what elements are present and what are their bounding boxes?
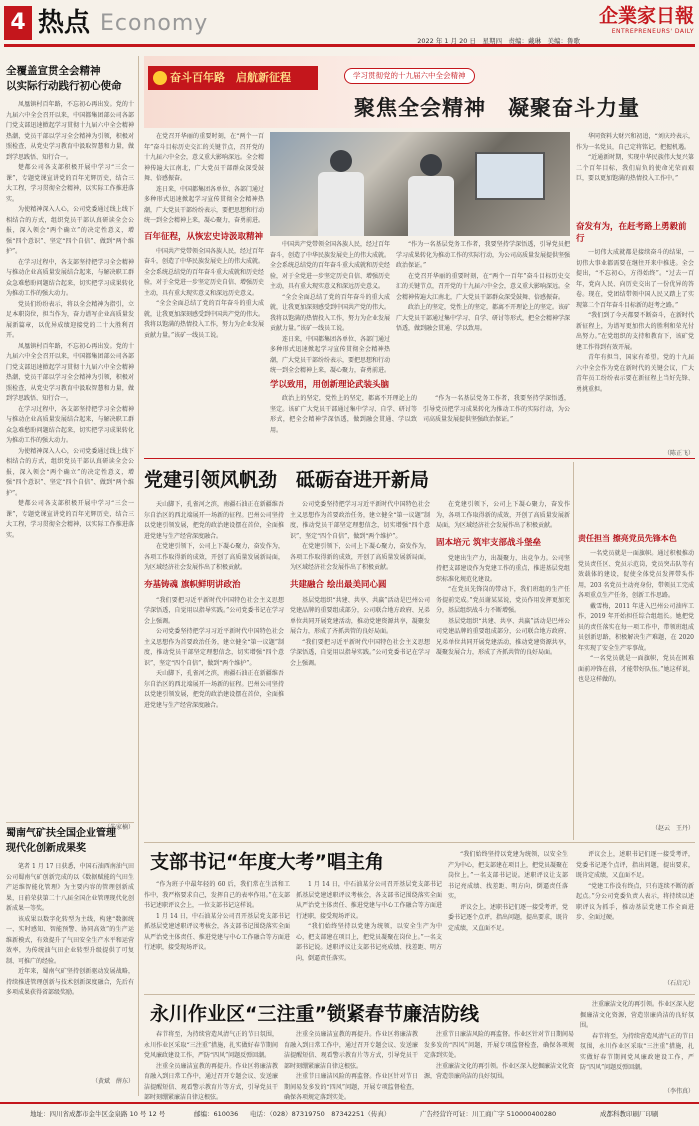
paragraph: 为使精神深入人心，公司党委通过线上线下相结合的方式，组织党员干部认真研读全会公报，深入领会“两个确立”的决定性意义，增强“四个意识”、坚定“四个自信”、做到“两个维护”。 [6, 206, 134, 255]
paragraph: 中国共产党带领全国各族人民，经过百年奋斗，创造了中华民族发展史上的伟大成就。全会系统总结党的百年奋斗重大成就和历史经验，对于全党进一步坚定历史自信、增强历史主动，具有重大现实意义和深远历史意义。 [144, 247, 265, 297]
paragraph: 华同资料大财兴和初追，“刘庆玲表示，作为一名党员，自己定将铭记，把握机遇。 [576, 133, 694, 151]
main-side-column [576, 132, 694, 457]
column-divider [138, 56, 139, 1096]
right-article-title: 责任担当 擦亮党员先锋本色 [578, 534, 677, 543]
page-number: 4 [10, 10, 26, 35]
left-article-title-line2: 以实际行动践行初心使命 [6, 80, 122, 92]
right-article [578, 532, 694, 838]
paragraph: 一名党员就是一面旗帜。通过积极推动党员责任区、党员示范岗，党员突击队等有效载体的建设，促使全体党员发挥带头作用，203 名党员主动亮身份，带领员工完成各项重点生产任务，创新工作思路。 [578, 550, 694, 599]
paragraph: 天山脚下，孔雀河之滨，南疆石油正在新疆维吾尔自治区的西北端展开一场新的征程。巴州公司坚持以党建引领发展，把党的政治建设摆在首位，全面推进党建与生产经营深度融合。 [144, 670, 284, 709]
section-divider [144, 458, 695, 459]
paragraph: “党建工作没有终点，只有连续不断的新起点。”分公司党委负责人表示，将持续以述职评议为抓手，推动基层党建工作全面进步、全面过硬。 [576, 882, 694, 921]
section-subtitle: Economy [100, 11, 209, 36]
article-c-col1 [144, 880, 290, 990]
paragraph: “我们要把习近平新时代中国特色社会主义思想学深悟透，自觉用以指导实践。”公司党委书记在学习会上强调。 [144, 596, 284, 625]
paragraph: 在党召开华丽的重要时刻，在“两个一百年”奋斗目标历史交汇的关键节点，召开党的十九届六中全会，意义重大影响深远。全会精神传遍大江南北，广大党员干部群众深受鼓舞、倍感振奋。 [144, 133, 265, 182]
left-article-2-title-line2: 现代化创新成果奖 [6, 843, 86, 854]
article-c-author: （石启元） [663, 980, 694, 987]
column-divider [573, 462, 574, 840]
paragraph: 春节将至，为持续营造风清气正的节日氛围，永川作业区采取“三注重”措施，扎实做好春节期间党风廉政建设工作，严防“四风”问题反弹回潮。 [144, 1031, 278, 1059]
main-subhead-2: 学以致用，用创新理论武装头脑 [270, 380, 390, 390]
article-c-col3 [448, 850, 568, 990]
article-b-col1 [144, 500, 284, 836]
paragraph: 党建出生产力，出凝聚力，出竞争力。公司坚持把支部建设作为党建工作的重点，推进基层党组织标准化规范化建设。 [436, 554, 570, 583]
paragraph: “一名党员就是一面旗帜，党员在困难面前冲锋在前，才能带好队伍。”她这样说，也是这样做的。 [578, 655, 694, 683]
photo-screen [475, 152, 545, 200]
footer-ad-license: 广告经营许可证：川工商广字 510000400280 [420, 1110, 557, 1118]
paragraph: 青年有担当，国家有希望。党的十九届六中全会作为党在新时代的关键会议，广大青年员工纷纷表示要在新征程上当好先锋、勇挑重担。 [576, 354, 694, 393]
paragraph: 在党召开华丽的重要时刻，在“两个一百年”奋斗目标历史交汇的关键节点，召开党的十九届六中全会，意义重大影响深远。全会精神传遍大江南北，广大党员干部群众深受鼓舞、倍感振奋。 [396, 272, 571, 301]
paragraph: “我们始终坚持以党建为统领，以安全生产为中心，把支部建在项目上，把党员凝聚在岗位上。”一名支部书记说。述职评议让支部书记亮成绩、找差距、明方向，倒逼责任落实。 [296, 923, 442, 962]
right-article-author: （赵云 王丹） [651, 825, 694, 832]
paragraph: 在学习过程中，各支部坚持把学习全会精神与推动企业高质量发展结合起来，与解决职工群众急难愁盼问题结合起来，切实把学习成果转化为推动工作的强大动力。 [6, 258, 134, 297]
paragraph: 基层党组织“共建、共享、共赢”活动是巴州公司党建品牌的重要组成部分，公司联合地方政府、兄弟单位共同开展党建活动，推动党建资源共享，凝聚发展合力，形成了齐抓共管的良好局面。 [436, 617, 570, 656]
main-side-subhead: 奋发有为，在赶考路上勇毅前行 [576, 222, 687, 244]
paragraph: “作为一名基层党务工作者，我要坚持学深悟透，引导党员把学习成果转化为推动工作的实际行动，为公司高质量发展提供坚强政治保证。” [396, 241, 571, 269]
left-article [6, 64, 134, 874]
paragraph: 注重全员廉洁宣教的再提升。作业区将廉洁教育融入到日常工作中，通过召开专题会议、发送廉洁提醒短信、观看警示教育片等方式，引导党员干部时刻绷紧廉洁自律这根弦。 [144, 1062, 278, 1101]
paragraph: 公司党委坚持把学习习近平新时代中国特色社会主义思想作为首要政治任务，建立健全“第一议题”制度，推动党员干部坚定理想信念，切实增强“四个意识”，坚定“四个自信”，做到“两个维护”。 [144, 628, 284, 667]
article-b-subhead-3: 固本培元 筑牢支部战斗堡垒 [436, 537, 541, 548]
paragraph: 注重节日廉洁风险的再监督。作业区针对节日期间易发多发的“四风”问题，开展专项监督检查，确保各项规定落到实处。 [284, 1073, 418, 1101]
date-line: 2022 年 1 月 20 日 星期四 责编：戴琳 美编：鲁歌 [417, 37, 580, 45]
paragraph: 政治上的坚定，党性上的坚定，都离不开理论上的坚定。该矿广大党员干部通过集中学习、自学、研讨等形式，把全会精神学深悟透，做到融会贯通、学以致用。 [270, 395, 417, 434]
main-side-author: （陈正飞） [663, 450, 694, 457]
footer-printer: 成都科教印刷厂印刷 [600, 1110, 659, 1118]
section-divider [144, 842, 695, 843]
article-d-col2 [284, 1030, 418, 1101]
paragraph: “作为一名基层党务工作者，我要坚持学深悟透，引导党员把学习成果转化为推动工作的实际行动，为公司高质量发展提供坚强政治保证。” [423, 395, 570, 423]
article-c-col4 [576, 850, 694, 990]
banner-slogan-text: 奋斗百年路 启航新征程 [170, 71, 291, 84]
main-article-col2b-body [270, 394, 570, 452]
banner-headline: 聚焦全会精神 凝聚奋斗力量 [354, 96, 640, 120]
left-article-2-body [6, 862, 134, 1076]
footer-address: 地址：四川省成都市金牛区金泉路 10 号 12 号 [30, 1110, 166, 1118]
paragraph: “我们始终坚持以党建为统领，以安全生产为中心，把支部建在项目上，把党员凝聚在岗位上。”一名支部书记说。述职评议让支部书记亮成绩、找差距、明方向，倒逼责任落实。 [448, 851, 569, 900]
left-article-body [6, 100, 134, 820]
paragraph: 凤凰镇村百年路，不忘初心再出发。党的十九届六中全会召开以来，中国都集团部公司各部门党支部迅速掀起学习贯彻十九届六中全会精神热潮，党员干部以学习全会精神为引领，积极对照检查，从党史学习教育中汲取智慧和力量，做到学思践悟、知行合一。 [6, 342, 134, 402]
news-photo [270, 132, 570, 236]
left-article-title-line1: 全覆盖宣贯全会精神 [6, 65, 101, 77]
banner-slogan [148, 66, 318, 90]
footer-phone: 电话：（028）87319750 87342251（传真） [250, 1110, 391, 1118]
paragraph: 楚都公司各支部积极开展中学习“三会一课”，专题党课宣讲党的百年光辉历史，结合三大工程，学习贯彻全会精神，以实际工作推进落实。 [6, 500, 134, 539]
page-footer [0, 1102, 699, 1126]
main-side-body-1 [576, 132, 694, 218]
paragraph: 公司党委坚持把学习习近平新时代中国特色社会主义思想作为首要政治任务，建立健全“第一议题”制度，推动党员干部坚定理想信念，切实增强“四个意识”，坚定“四个自信”，做到“两个维护”。 [290, 501, 430, 540]
party-emblem-icon [153, 71, 167, 85]
paragraph: 笔者 1 月 17 日获悉，中国石油西南油气田公司蜀南气矿创新完成的以《数据赋能的气田生产运维智能化管理》为主要内容的管理创新成果，日前荣获第二十八届全国企业管理现代化创新成果一等奖。 [6, 863, 134, 912]
left-article-2-title-line1: 蜀南气矿扶全国企业管理 [6, 828, 116, 839]
masthead-title: 企業家日報 [598, 5, 694, 27]
paragraph: 春节将至，为持续营造风清气正的节日氛围，永川作业区采取“三注重”措施，扎实做好春节期间党风廉政建设工作，严防“四风”问题反弹回潮。 [580, 1032, 695, 1071]
paragraph: 1 月 14 日，中石油某分公司召开基层党支部书记抓基层党建述职评议考核会，各支部书记围绕落实全面从严治党主体责任、推进党建与中心工作融合等方面进行述职，接受现场评议。 [296, 881, 442, 920]
banner-column-tag [344, 68, 475, 84]
paragraph: 注重节日廉洁风险的再监督。作业区针对节日期间易发多发的“四风”问题，开展专项监督检查，确保各项规定落到实处。 [424, 1031, 575, 1059]
article-c-headline: 支部书记“年度大考”唱主角 [150, 851, 384, 873]
article-c-col2 [296, 880, 442, 990]
main-article-col1 [144, 132, 264, 454]
article-d-headline: 永川作业区“三注重”锁紧春节廉洁防线 [150, 1003, 479, 1025]
article-b-col3 [436, 500, 570, 836]
paragraph: 凤凰镇村百年路，不忘初心再出发。党的十九届六中全会召开以来，中国都集团部公司各部门党支部迅速掀起学习贯彻十九届六中全会精神热潮，党员干部以学习全会精神为引领，积极对照检查，从党史学习教育中汲取智慧和力量，做到学思践悟、知行合一。 [6, 101, 134, 161]
article-c-col4-body [576, 850, 694, 978]
photo-figure [408, 176, 454, 236]
paragraph: 连日来，中国都集团各单位、各部门通过多种形式迅速掀起学习宣传贯彻全会精神热潮，广大党员干部纷纷表示，要把思想和行动统一到全会精神上来，凝心聚力，奋勇前进。 [144, 185, 265, 224]
paragraph: 在党建引领下，公司上下凝心聚力，奋发作为，各项工作取得新的成效，开创了高质量发展新局面，为区域经济社会发展作出了积极贡献。 [144, 543, 284, 571]
article-b-headline: 党建引领风帆劲 砥砺奋进开新局 [144, 469, 430, 491]
paragraph: “全会全面总结了党的百年奋斗的重大成就，让我更加深刻感受到中国共产党的伟大。我将以饱满的热情投入工作，努力为企业发展贡献力量。”该矿一线员工说。 [144, 300, 265, 339]
photo-figure [318, 172, 364, 236]
photo-figure [330, 150, 352, 172]
paragraph: “在党员先锋岗的带动下，我们班组的生产任务提前完成。”党员谢某某说，党员作用发挥更加充分，基层组织战斗力不断增强。 [436, 586, 570, 614]
main-article-col2b [270, 378, 570, 454]
paragraph: 为使精神深入人心，公司党委通过线上线下相结合的方式，组织党员干部认真研读全会公报，深入领会“两个确立”的决定性意义，增强“四个意识”、坚定“四个自信”、做到“两个维护”。 [6, 447, 134, 497]
paragraph: “近通新时期，实现中华民族伟大复兴第二个百年目标，我们肩负的使命光荣而艰巨，要以更加饱满的热情投入工作中。” [576, 154, 694, 182]
left-article-2-author: （黄斌 薛东） [91, 1078, 134, 1085]
right-article-body [578, 549, 694, 823]
paragraph: 在学习过程中，各支部坚持把学习全会精神与推动企业高质量发展结合起来，与解决职工群众急难愁盼问题结合起来，切实把学习成果转化为推动工作的强大动力。 [6, 405, 134, 444]
paragraph: 一切伟大成就都是接续奋斗的结果，一切伟大事业都需要在继往开来中推进。全会提出，“不忘初心，方得始终”。“过去一百年，党向人民、向历史交出了一份优异的答卷。现在，党团结带领中国人民又踏上了实现第二个百年奋斗目标新的赶考之路。” [576, 249, 694, 309]
section-divider [144, 994, 695, 995]
paragraph: 该成果以数字化转型为主线，构建“数据统一、实时感知、智能预警、协同高效”的生产运维新模式，有效提升了气田安全生产水平和运营效率，为传统油气田企业转型升级提供了可复制、可推广的经验。 [6, 915, 134, 965]
top-banner [144, 56, 695, 128]
masthead-english: ENTREPRENEURS' DAILY [611, 28, 694, 35]
article-d-col1 [144, 1030, 278, 1101]
paragraph: 在党建引领下，公司上下凝心聚力，奋发作为，各项工作取得新的成效，开创了高质量发展新局面，为区域经济社会发展作出了积极贡献。 [436, 501, 570, 529]
paragraph: 注重廉洁文化的再引领。作业区深入挖掘廉洁文化资源，营造崇廉尚洁的良好氛围。 [424, 1062, 575, 1080]
article-b-subhead-1: 夯基铸魂 旗帜鲜明讲政治 [144, 579, 241, 590]
main-subhead-1: 百年征程，从恢宏史诗汲取精神 [144, 231, 264, 242]
paragraph: 连日来，中国都集团各单位、各部门通过多种形式迅速掀起学习宣传贯彻全会精神热潮，广大党员干部纷纷表示，要把思想和行动统一到全会精神上来，凝心聚力，奋勇前进。 [270, 335, 391, 374]
paragraph: 戴雪梅，2011 年进入巴州公司油库工作，2019 年开始担任综合组组长。她把党员的责任落实在每一项工作中，带领班组成员创新思路，积极解决生产难题，在 2020 年实现了安全生产零事故。 [578, 602, 694, 652]
article-d-col4 [580, 1000, 694, 1096]
paragraph: 1 月 14 日，中石油某分公司召开基层党支部书记抓基层党建述职评议考核会，各支部书记围绕落实全面从严治党主体责任、推进党建与中心工作融合等方面进行述职，接受现场评议。 [144, 912, 290, 951]
paragraph: 楚都公司各支部积极开展中学习“三会一课”，专题党课宣讲党的百年光辉历史，结合三大工程，学习贯彻全会精神，以实际工作推进落实。 [6, 164, 134, 203]
footer-postcode: 邮编：610036 [194, 1110, 239, 1118]
banner-column-tag-text: 学习贯彻党的十九届六中全会精神 [353, 71, 466, 80]
paragraph: 近年来，蜀南气矿坚持创新驱动发展战略，持续推进管理创新与技术创新深度融合，先后有多项成果获得省部级奖励。 [6, 968, 134, 996]
paragraph: 评议会上，述职书记们逐一接受考评，党委书记逐个点评，指出问题，提出要求，既肯定成绩，又直面不足。 [448, 903, 569, 932]
left-article-2 [6, 826, 134, 1094]
photo-figure [420, 154, 442, 176]
page-number-badge [4, 6, 32, 40]
page-header [0, 0, 699, 52]
paragraph: 注重全员廉洁宣教的再提升。作业区将廉洁教育融入到日常工作中，通过召开专题会议、发送廉洁提醒短信、观看警示教育片等方式，引导党员干部时刻绷紧廉洁自律这根弦。 [284, 1031, 418, 1070]
article-b-col2 [290, 500, 430, 836]
paragraph: 天山脚下，孔雀河之滨，南疆石油正在新疆维吾尔自治区的西北端展开一场新的征程。巴州公司坚持以党建引领发展，把党的政治建设摆在首位，全面推进党建与生产经营深度融合。 [144, 501, 284, 540]
paragraph: 基层党组织“共建、共享、共赢”活动是巴州公司党建品牌的重要组成部分，公司联合地方政府、兄弟单位共同开展党建活动，推动党建资源共享，凝聚发展合力，形成了齐抓共管的良好局面。 [290, 596, 430, 635]
left-divider [6, 822, 134, 823]
article-d-col3 [424, 1030, 574, 1096]
section-title: 热点 [38, 8, 91, 38]
header-rule [4, 44, 695, 47]
paragraph: “全会全面总结了党的百年奋斗的重大成就，让我更加深刻感受到中国共产党的伟大。我将以饱满的热情投入工作，努力为企业发展贡献力量。”该矿一线员工说。 [270, 293, 391, 332]
paragraph: 中国共产党带领全国各族人民，经过百年奋斗，创造了中华民族发展史上的伟大成就。全会系统总结党的百年奋斗重大成就和历史经验，对于全党进一步坚定历史自信、增强历史主动，具有重大现实意义和深远历史意义。 [270, 241, 391, 290]
paragraph: “作为班子中最年轻的 60 后，我们常在生活和工作中，我严格要求自己，发挥自己的表率作用。”在支部书记述职评议会上，一位支部书记这样说。 [144, 881, 290, 909]
article-b-subhead-2: 共建融合 绘出最美同心圆 [290, 579, 387, 590]
left-article-author: （朱家楠） [103, 824, 134, 831]
article-d-author: （李伟真） [663, 1088, 694, 1095]
paragraph: 在党建引领下，公司上下凝心聚力，奋发作为，各项工作取得新的成效，开创了高质量发展新局面，为区域经济社会发展作出了积极贡献。 [290, 543, 430, 571]
paragraph: 政治上的坚定，党性上的坚定，都离不开理论上的坚定。该矿广大党员干部通过集中学习、自学、研讨等形式，把全会精神学深悟透，做到融会贯通、学以致用。 [396, 304, 571, 332]
article-d-col4-body [580, 1000, 694, 1086]
main-side-body-2 [576, 248, 694, 448]
paragraph: 注重廉洁文化的再引领。作业区深入挖掘廉洁文化资源，营造崇廉尚洁的良好氛围。 [580, 1001, 695, 1029]
paragraph: “我们要把习近平新时代中国特色社会主义思想学深悟透，自觉用以指导实践。”公司党委书记在学习会上强调。 [290, 638, 430, 667]
paragraph: 评议会上，述职书记们逐一接受考评，党委书记逐个点评，指出问题，提出要求，既肯定成绩，又直面不足。 [576, 851, 694, 879]
paragraph: 党员们纷纷表示，将以全会精神为指引，立足本职岗位，担当作为，奋力谱写企业高质量发展新篇章，以优异成绩迎接党的二十大胜利召开。 [6, 300, 134, 339]
paragraph: “我们到了今天都要不断奋斗，在新时代新征程上，为谱写更加伟大的胜利和荣光付出努力。”在党组织的支持和教育下，该矿党建工作得到有效开展。 [576, 312, 694, 351]
